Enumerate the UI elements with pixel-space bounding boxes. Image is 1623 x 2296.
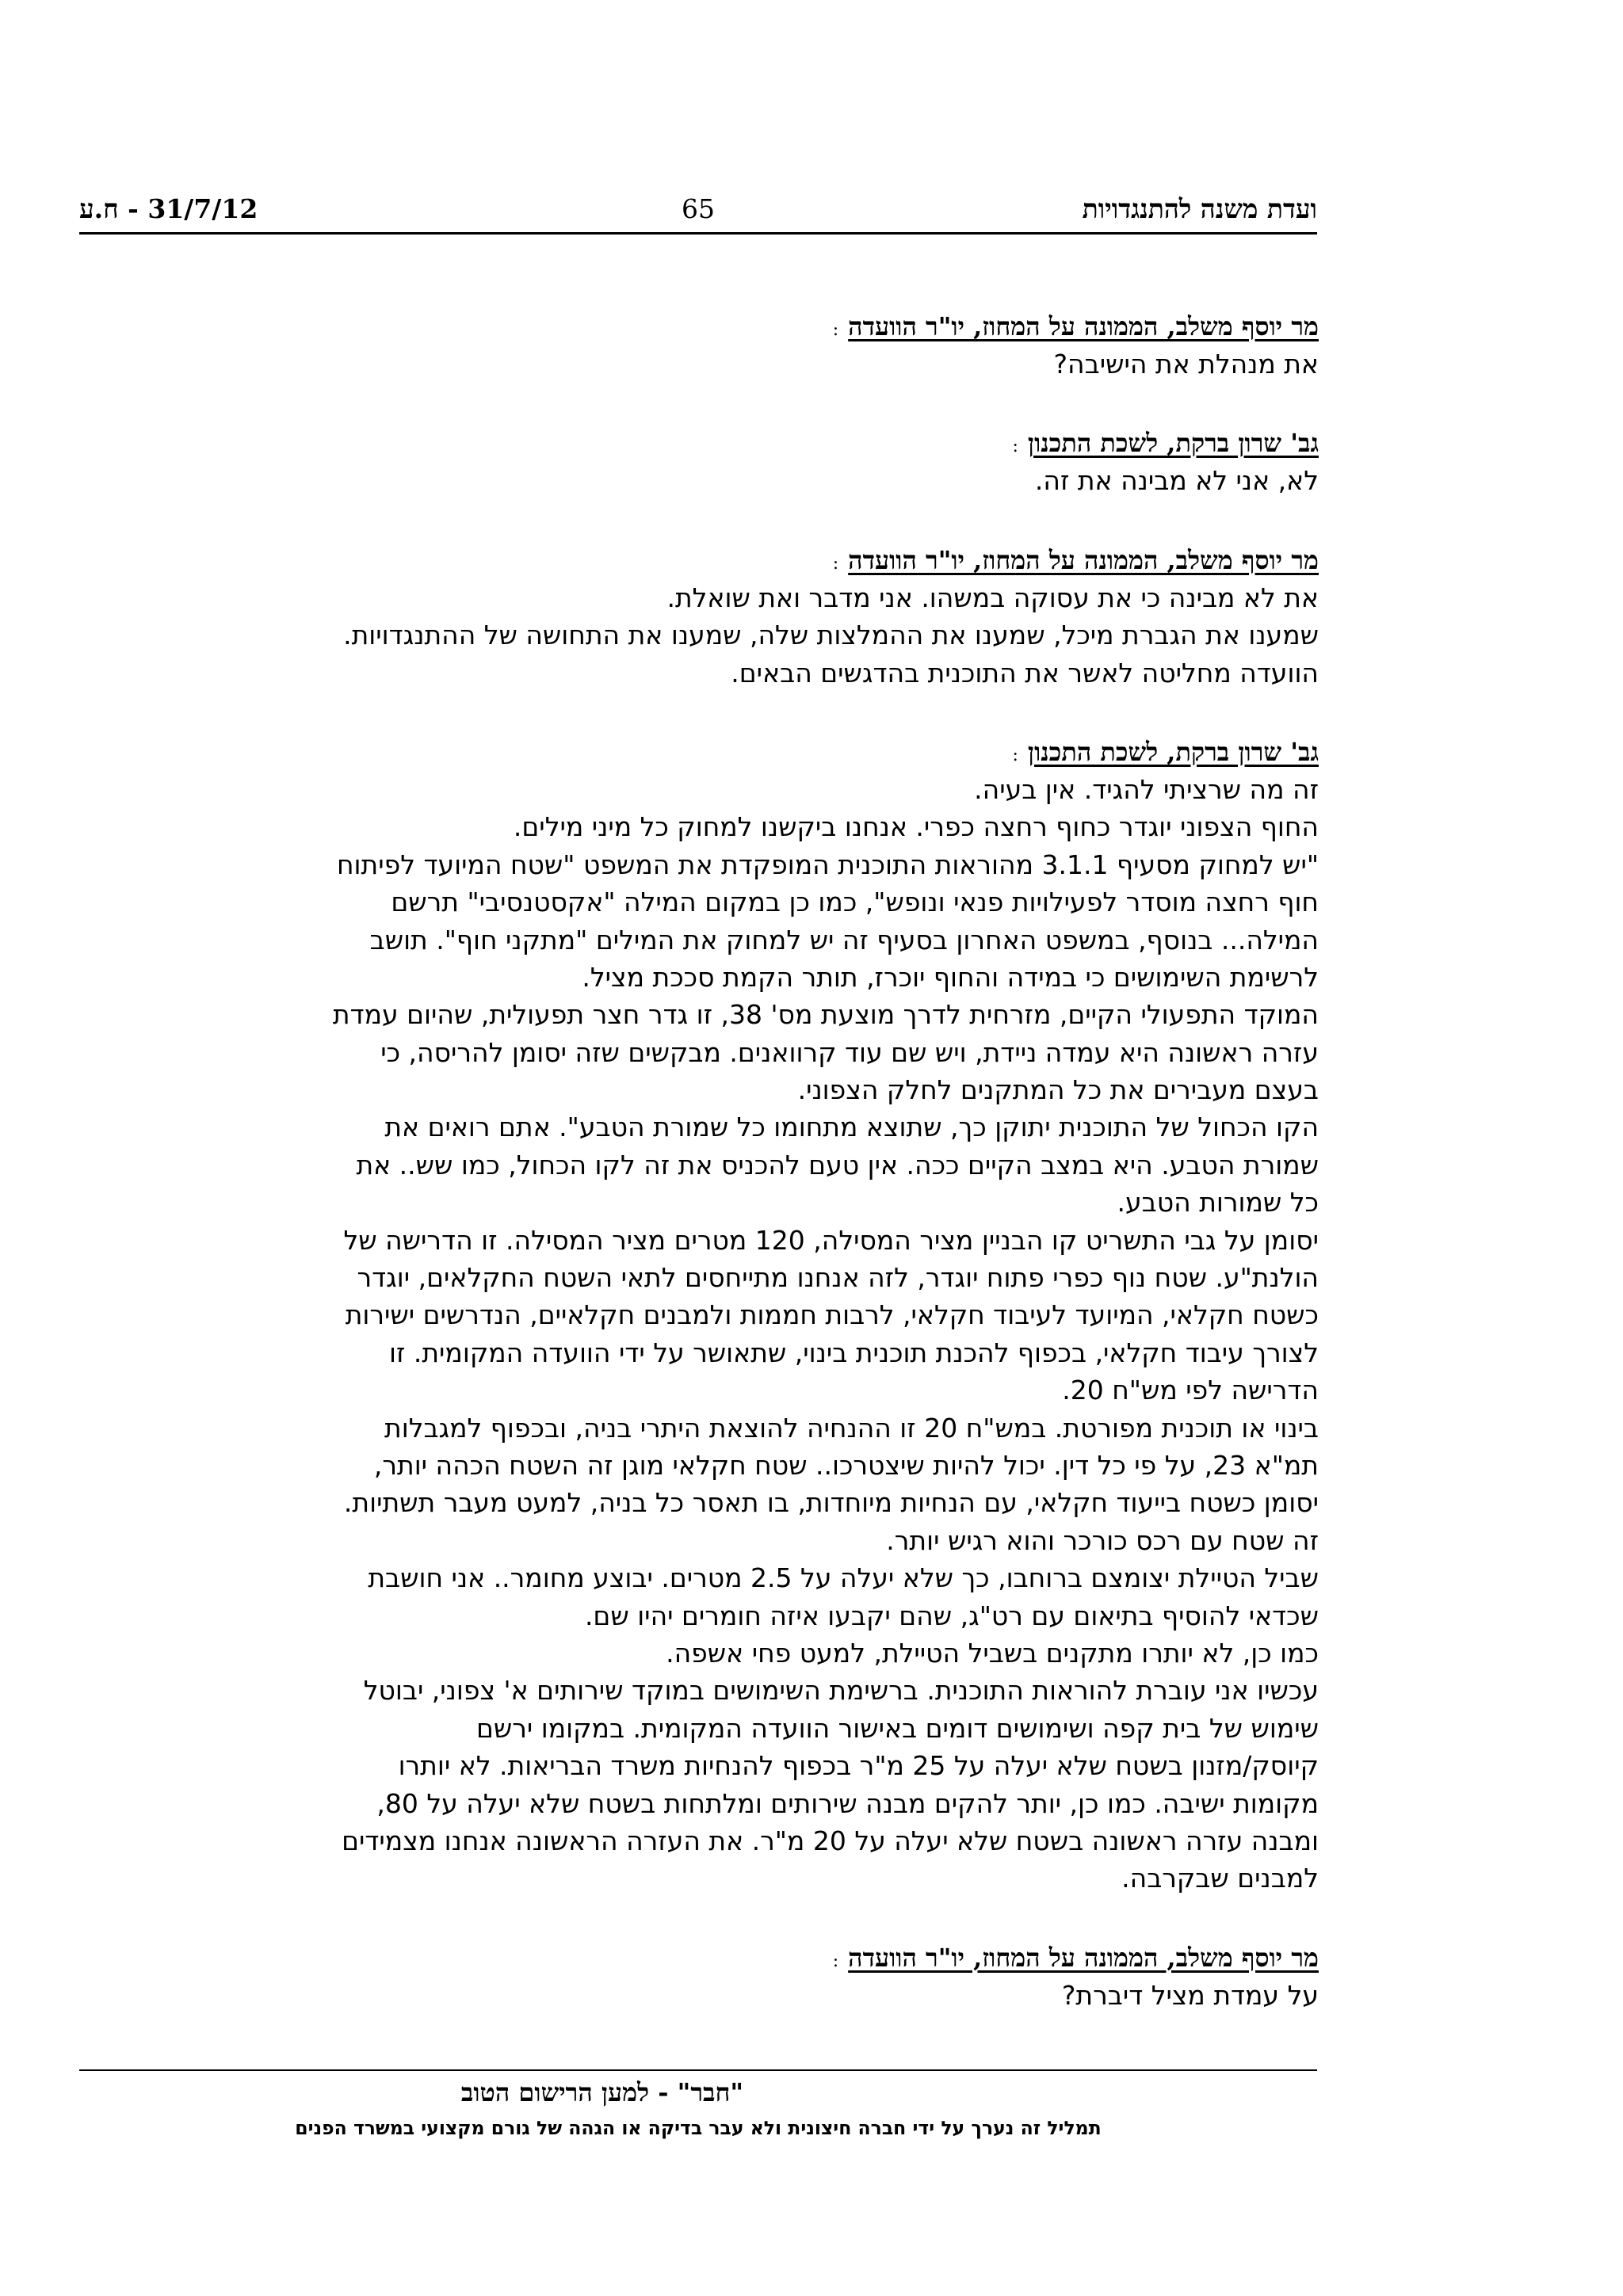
speech-line: כמו כן, לא יותרו מתקנים בשביל הטיילת, למעט פחי אשפה. [666,1637,1319,1669]
speaker-colon: : [832,320,839,340]
speech-line: בעצם מעבירים את כל המתקנים לחלק הצפוני. [797,1074,1319,1106]
speech-line: לא, אני לא מבינה את זה. [1034,465,1319,497]
speech-line: הוועדה מחליטה לאשר את התוכנית בהדגשים הבאים. [731,657,1319,688]
speech-line: המילה... בנוסף, במשפט האחרון בסעיף זה יש למחוק את המילים "מתקני חוף". תושב [369,924,1319,955]
header-divider [79,232,1317,235]
speech-line: בינוי או תוכנית מפורטת. במש"ח 20 זו ההנחיה להוצאת היתרי בניה, ובכפוף למגבלות [384,1412,1319,1444]
section-gap [82,383,1319,424]
speech-line: יסומן על גבי התשריט קו הבניין מציר המסילה, 120 מטרים מציר המסילה. זו הדרישה של [343,1224,1319,1256]
date-reference: 31/7/12 - ח.ע [79,193,258,224]
speaker-name [82,733,1319,771]
speaker-colon: : [832,1951,839,1971]
footer-divider [79,2069,1317,2071]
speech-line: קיוסק/מזנון בשטח שלא יעלה על 25 מ"ר בכפוף להנחיות משרד הבריאות. לא יותרו [398,1750,1319,1782]
speech-line: לרשימת השימושים כי במידה והחוף יוכרז, תותר הקמת סככת מציל. [582,961,1319,993]
speech-line: על עמדת מציל דיברת? [1061,1979,1319,2011]
speaker-turn [82,1939,1319,2014]
page-number: 65 [682,193,715,224]
speaker-label: מר יוסף משלב, הממונה על המחוז, יו"ר הוועדה [848,1942,1319,1973]
speech-line: ומבנה עזרה ראשונה בשטח שלא יעלה על 20 מ"ר. את העזרה הראשונה אנחנו מצמידים [342,1825,1319,1856]
speech-line: מקומות ישיבה. כמו כן, יותר להקים מבנה שירותים ומלתחות בשטח שלא יעלה על 80, [376,1787,1319,1819]
speaker-label: גב' שרון ברקת, לשכת התכנון [1027,428,1319,459]
speech-line: כשטח חקלאי, המיועד לעיבוד חקלאי, לרבות חממות ולמבנים חקלאיים, הנדרשים ישירות [345,1299,1319,1331]
speaker-name [82,307,1319,345]
page-header [79,193,1317,233]
speech-line: לצורך עיבוד חקלאי, בכפוף להכנת תוכנית בינוי, שתאושר על ידי הוועדה המקומית. זו [388,1337,1319,1368]
speech-line: שמורת הטבע. היא במצב הקיים ככה. אין טעם להכניס את זה לקו הכחול, כמו שש.. את [356,1149,1319,1180]
speech-line: שכדאי להוסיף בתיאום עם רט"ג, שהם יקבעו איזה חומרים יהיו שם. [584,1600,1319,1631]
speaker-label: מר יוסף משלב, הממונה על המחוז, יו"ר הוועדה [848,544,1319,575]
footer-title: "חבר" - למען הרישום הטוב [460,2077,744,2107]
speaker-turn [82,307,1319,383]
speech-line: "יש למחוק מסעיף 3.1.1 מהוראות התוכנית המופקדת את המשפט "שטח המיועד לפיתוח [336,849,1319,880]
speech-line: יסומן כשטח בייעוד חקלאי, עם הנחיות מיוחדות, בו תאסר כל בניה, למעט מעבר תשתיות. [343,1487,1319,1519]
speaker-colon: : [1012,745,1018,765]
speech-line: זה שטח עם רכס כורכר והוא רגיש יותר. [886,1524,1319,1556]
speech-line: שמענו את הגברת מיכל, שמענו את ההמלצות שלה, שמענו את התחושה של ההתנגדויות. [343,620,1319,651]
speech-line: הדרישה לפי מש"ח 20. [1062,1375,1319,1406]
speech-line: הקו הכחול של התוכנית יתוקן כך, שתוצא מתחומו כל שמורת הטבע". אתם רואים את [384,1112,1319,1143]
transcript-body [82,307,1319,2014]
speech-line: את לא מבינה כי את עסוקה במשהו. אני מדבר ואת שואלת. [666,582,1319,613]
speaker-turn [82,424,1319,499]
footer-disclaimer: תמליל זה נערך על ידי חברה חיצונית ולא עבר בדיקה או הגהה של גורם מקצועי במשרד הפנים [295,2117,1102,2139]
speech-line: הולנת"ע. שטח נוף כפרי פתוח יוגדר, לזה אנחנו מתייחסים לתאי השטח החקלאים, יוגדר [357,1262,1319,1294]
speech-line: שביל הטיילת יצומצם ברוחבו, כך שלא יעלה על 2.5 מטרים. יבוצע מחומר.. אני חושבת [368,1562,1319,1594]
speaker-name [82,1939,1319,1977]
speech-line: כל שמורות הטבע. [1117,1187,1319,1219]
speaker-label: גב' שרון ברקת, לשכת התכנון [1027,736,1319,767]
section-gap [82,692,1319,733]
speech-line: המוקד התפעולי הקיים, מזרחית לדרך מוצעת מס' 38, זו גדר חצר תפעולית, שהיום עמדת [332,999,1319,1031]
speech-line: זה מה שרציתי להגיד. אין בעיה. [974,773,1319,805]
speech-line: עכשיו אני עוברת להוראות התוכנית. ברשימת השימושים במוקד שירותים א' צפוני, יבוטל [363,1675,1319,1707]
speech-line: עזרה ראשונה היא עמדה ניידת, ויש שם עוד קרוואנים. מבקשים שזה יסומן להריסה, כי [380,1036,1319,1068]
committee-name: ועדת משנה להתנגדויות [1082,193,1317,224]
section-gap [82,1897,1319,1939]
speaker-colon: : [832,553,839,574]
speaker-name [82,541,1319,579]
speech-line: תמ"א 23, על פי כל דין. יכול להיות שיצטרכו.. שטח חקלאי מוגן זה השטח הכהה יותר, [373,1449,1319,1481]
speech-line: למבנים שבקרבה. [1121,1863,1319,1894]
speech-line: שימוש של בית קפה ושימושים דומים באישור הוועדה המקומית. במקומו ירשם [475,1712,1319,1744]
speech-line: חוף רחצה מוסדר לפעילויות פנאי ונופש", כמו כן במקום המילה "אקסטנסיבי" תרשם [391,887,1319,918]
section-gap [82,500,1319,541]
speaker-colon: : [1012,437,1018,457]
speaker-turn [82,541,1319,692]
speech-line: החוף הצפוני יוגדר כחוף רחצה כפרי. אנחנו ביקשנו למחוק כל מיני מילים. [513,811,1319,843]
speaker-name [82,424,1319,462]
speech-line: את מנהלת את הישיבה? [1053,349,1319,379]
speaker-label: מר יוסף משלב, הממונה על המחוז, יו"ר הוועדה [848,311,1319,341]
speaker-turn [82,733,1319,1897]
